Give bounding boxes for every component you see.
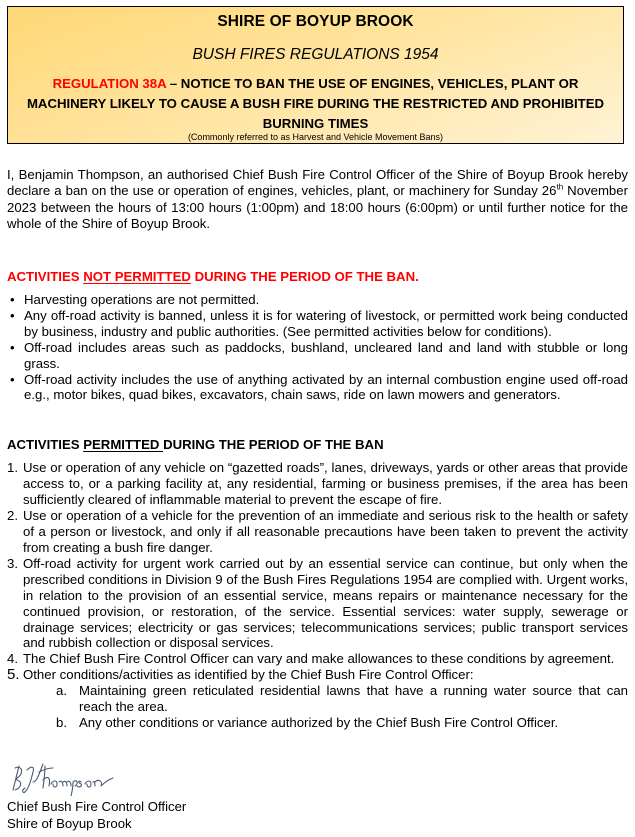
sub-list-item [23, 683, 628, 715]
declaration-text-start: I, Benjamin Thompson, an authorised Chief Bush Fire Control Officer of the Shire of Boyup Brook hereby declare a ban on the use or operation of engines, vehicles, plant, or machinery for Sunday 26 [7, 167, 628, 199]
notice-title [18, 74, 613, 134]
list-item [7, 651, 628, 667]
sub-list [23, 683, 628, 731]
sub-list-item-text: Any other conditions or variance authorized by the Chief Bush Fire Control Officer. [79, 715, 559, 731]
heading-emphasis: NOT PERMITTED [83, 269, 191, 284]
list-item [7, 667, 628, 731]
not-permitted-heading [7, 269, 419, 284]
organisation-name: SHIRE OF BOYUP BROOK [217, 13, 414, 30]
heading-suffix: DURING THE PERIOD OF THE BAN. [190, 269, 419, 284]
list-item-text: Off-road includes areas such as paddocks, bushland, uncleared land and land with stubble or long grass. [24, 339, 628, 371]
sub-list-item [23, 715, 628, 731]
notice-header-box [7, 6, 624, 144]
regulation-number: REGULATION 38A [52, 76, 167, 91]
item-letter: a. [56, 683, 67, 699]
bullet-icon: • [10, 307, 15, 323]
list-item-text: Use or operation of a vehicle for the prevention of an immediate and serious risk to the health or safety of a person or livestock, and only if all reasonable precautions have been taken to prevent the activity from creating a bush fire danger. [23, 507, 628, 555]
common-name-note: (Commonly referred to as Harvest and Vehicle Movement Bans) [187, 132, 444, 142]
item-number: 4. [7, 651, 18, 667]
list-item [7, 340, 628, 372]
item-number: 5. [7, 666, 20, 684]
notice-title-text: – NOTICE TO BAN THE USE OF ENGINES, VEHICLES, PLANT OR MACHINERY LIKELY TO CAUSE A BUSH FIRE DURING THE RESTRICTED AND PROHIBITED BURNING TIMES [26, 76, 605, 131]
list-item [7, 556, 628, 652]
list-item [7, 308, 628, 340]
heading-prefix: ACTIVITIES [7, 437, 84, 452]
item-number: 2. [7, 507, 18, 523]
item-number: 3. [7, 555, 18, 571]
declaration-text-end: November 2023 between the hours of 13:00 hours (1:00pm) and 18:00 hours (6:00pm) or until further notice for the whole of the Shire of Boyup Brook. [7, 183, 628, 231]
list-item-text: Other conditions/activities as identified by the Chief Bush Fire Control Officer: [23, 667, 474, 683]
signature-image [9, 760, 119, 796]
permitted-heading [7, 437, 384, 452]
bullet-icon: • [10, 292, 15, 307]
item-letter: b. [56, 715, 67, 731]
list-item-text: Off-road activity includes the use of anything activated by an internal combustion engine used off-road e.g., motor bikes, quad bikes, excavators, chain saws, ride on lawn mowers and generators. [24, 371, 628, 403]
heading-prefix: ACTIVITIES [7, 269, 84, 284]
bullet-icon: • [10, 339, 15, 355]
bullet-icon: • [10, 371, 15, 387]
list-item [7, 292, 628, 308]
list-item-text: The Chief Bush Fire Control Officer can vary and make allowances to these conditions by agreement. [23, 651, 615, 667]
list-item [7, 508, 628, 556]
ordinal-suffix: th [556, 182, 564, 192]
item-number: 1. [7, 460, 18, 475]
list-item-text: Use or operation of any vehicle on “gazetted roads”, lanes, driveways, yards or other areas that provide access to, or a parking facility at, any residential, farming or business premises, if the area has been sufficiently cleared of inflammable material to prevent the escape of fire. [23, 460, 628, 507]
signatory-title: Chief Bush Fire Control Officer [7, 799, 187, 814]
heading-emphasis: PERMITTED [83, 437, 164, 452]
signatory-block [7, 799, 186, 832]
sub-list-item-text: Maintaining green reticulated residential lawns that have a running water source that can reach the area. [79, 683, 628, 715]
not-permitted-list [7, 292, 628, 403]
declaration-paragraph [7, 167, 628, 232]
list-item-text: Off-road activity for urgent work carried out by an essential service can continue, but only when the prescribed conditions in Division 9 of the Bush Fires Regulations 1954 are complied with. Urgent works, in relation to the provision of an essential service, means repairs or maintenance necessary for the continued provision, or restoration, of the service. Essential services: water supply, sewerage or drainage services; electricity or gas services; telecommunications services; public transport services and rubbish collection or disposal services. [23, 555, 628, 651]
regulations-title: BUSH FIRES REGULATIONS 1954 [192, 46, 439, 63]
list-item [7, 460, 628, 508]
list-item [7, 372, 628, 404]
list-item-text: Harvesting operations are not permitted. [24, 292, 260, 307]
list-item-text: Any off-road activity is banned, unless it is for watering of livestock, or permitted work being conducted by business, industry and public authorities. (See permitted activities below for conditions). [24, 307, 628, 339]
permitted-list [7, 460, 628, 731]
heading-suffix: DURING THE PERIOD OF THE BAN [163, 437, 384, 452]
signatory-organisation: Shire of Boyup Brook [7, 815, 132, 831]
